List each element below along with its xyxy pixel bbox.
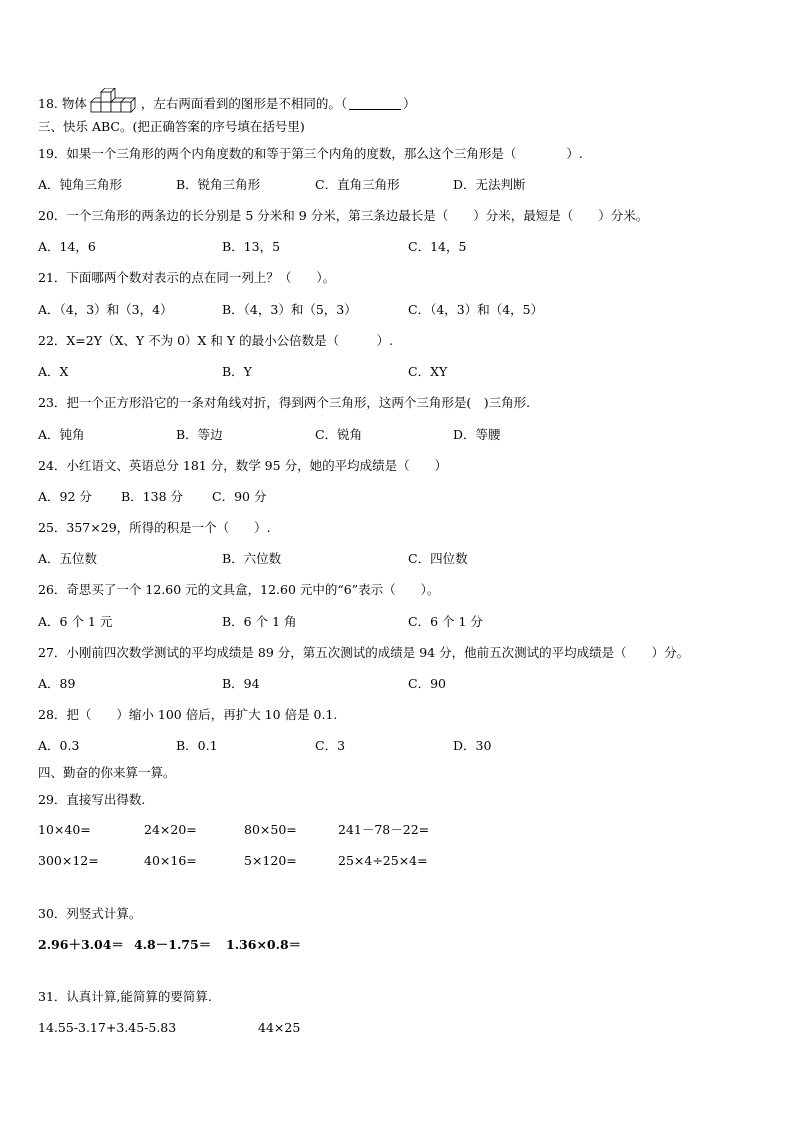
option-b[interactable]: B．六位数 — [222, 551, 282, 566]
calc-item: 40×16= — [144, 853, 197, 868]
option-d[interactable]: D．30 — [453, 738, 492, 753]
question-number: 18. — [38, 96, 58, 111]
answer-blank[interactable] — [349, 98, 401, 110]
question-23-options — [38, 427, 778, 443]
question-20-options — [38, 239, 778, 255]
calc-item: 80×50= — [244, 822, 297, 837]
calc-item: 24×20= — [144, 822, 197, 837]
question-31-stem: 31．认真计算,能简算的要简算. — [38, 989, 212, 1004]
simplify-calc-item: 44×25 — [258, 1020, 301, 1035]
section-3-heading: 三、快乐 ABC。(把正确答案的序号填在括号里) — [38, 119, 305, 134]
option-c[interactable]: C．3 — [315, 738, 346, 753]
option-d[interactable]: D．等腰 — [453, 427, 501, 442]
option-a[interactable]: A．（4，3）和（3，4） — [38, 302, 173, 317]
option-a[interactable]: A．89 — [38, 676, 76, 691]
question-18-text-c: ） — [403, 96, 416, 111]
vertical-calc-item: 4.8－1.75＝ — [134, 937, 212, 952]
option-c[interactable]: C．14，5 — [408, 239, 467, 254]
option-c[interactable]: C．90 — [408, 676, 446, 691]
option-a[interactable]: A．钝角 — [38, 427, 85, 442]
section-4-heading: 四、勤奋的你来算一算。 — [38, 765, 176, 780]
vertical-calc-item: 2.96＋3.04＝ — [38, 937, 124, 952]
cube-stack-icon — [89, 88, 139, 114]
question-30-stem: 30．列竖式计算。 — [38, 906, 142, 921]
option-c[interactable]: C．XY — [408, 364, 448, 379]
question-18-text-b: ，左右两面看到的图形是不相同的。（ — [140, 96, 348, 111]
option-c[interactable]: C．90 分 — [212, 489, 267, 504]
calc-item: 5×120= — [244, 853, 297, 868]
option-b[interactable]: B．锐角三角形 — [176, 177, 261, 192]
question-22-stem: 22．X=2Y（X、Y 不为 0）X 和 Y 的最小公倍数是（ ）. — [38, 333, 394, 348]
calc-item: 300×12= — [38, 853, 99, 868]
question-26-stem: 26．奇思买了一个 12.60 元的文具盒，12.60 元中的“6”表示（ ）。 — [38, 582, 440, 597]
question-18-text-a: 物体 — [61, 96, 87, 111]
option-a[interactable]: A．92 分 — [38, 489, 92, 504]
question-24-stem: 24．小红语文、英语总分 181 分，数学 95 分，她的平均成绩是（ ） — [38, 458, 448, 473]
simplify-calc-item: 14.55-3.17+3.45-5.83 — [38, 1020, 177, 1035]
question-19-stem: 19．如果一个三角形的两个内角度数的和等于第三个内角的度数，那么这个三角形是（ ）. — [38, 146, 583, 161]
question-23-stem: 23．把一个正方形沿它的一条对角线对折，得到两个三角形，这两个三角形是( )三角形. — [38, 395, 531, 410]
question-27-options — [38, 676, 778, 692]
option-a[interactable]: A．0.3 — [38, 738, 80, 753]
option-b[interactable]: B．0.1 — [176, 738, 218, 753]
option-a[interactable]: A．X — [38, 364, 69, 379]
option-a[interactable]: A．14，6 — [38, 239, 96, 254]
option-c[interactable]: C．6 个 1 分 — [408, 614, 483, 629]
option-c[interactable]: C．直角三角形 — [315, 177, 400, 192]
question-28-stem: 28．把（ ）缩小 100 倍后，再扩大 10 倍是 0.1. — [38, 707, 338, 722]
vertical-calc-item: 1.36×0.8＝ — [226, 937, 302, 952]
option-a[interactable]: A．6 个 1 元 — [38, 614, 113, 629]
option-b[interactable]: B．94 — [222, 676, 260, 691]
question-27-stem: 27．小刚前四次数学测试的平均成绩是 89 分，第五次测试的成绩是 94 分，他前五次测试的平均成绩是（ ）分。 — [38, 645, 690, 660]
question-28-options — [38, 738, 778, 754]
option-b[interactable]: B．Y — [222, 364, 252, 379]
option-b[interactable]: B．138 分 — [121, 489, 184, 504]
question-18 — [38, 88, 416, 114]
option-b[interactable]: B．6 个 1 角 — [222, 614, 297, 629]
option-b[interactable]: B．等边 — [176, 427, 223, 442]
question-24-options — [38, 489, 778, 505]
option-c[interactable]: C．四位数 — [408, 551, 468, 566]
option-b[interactable]: B．13，5 — [222, 239, 281, 254]
question-21-options — [38, 302, 778, 318]
option-a[interactable]: A．钝角三角形 — [38, 177, 123, 192]
question-21-stem: 21．下面哪两个数对表示的点在同一列上？（ ）。 — [38, 270, 336, 285]
option-c[interactable]: C．锐角 — [315, 427, 363, 442]
question-19-options — [38, 177, 778, 193]
calc-item: 25×4÷25×4= — [338, 853, 428, 868]
question-29-stem: 29．直接写出得数. — [38, 792, 146, 807]
option-a[interactable]: A．五位数 — [38, 551, 98, 566]
question-20-stem: 20．一个三角形的两条边的长分别是 5 分米和 9 分米，第三条边最长是（ ）分米，最短是（ ）分米。 — [38, 208, 649, 223]
option-b[interactable]: B．（4，3）和（5，3） — [222, 302, 357, 317]
option-c[interactable]: C．（4，3）和（4，5） — [408, 302, 544, 317]
option-d[interactable]: D．无法判断 — [453, 177, 526, 192]
calc-item: 10×40= — [38, 822, 91, 837]
question-26-options — [38, 614, 778, 630]
question-22-options — [38, 364, 778, 380]
question-25-options — [38, 551, 778, 567]
calc-item: 241－78－22= — [338, 822, 430, 837]
question-25-stem: 25．357×29，所得的积是一个（ ）. — [38, 520, 271, 535]
